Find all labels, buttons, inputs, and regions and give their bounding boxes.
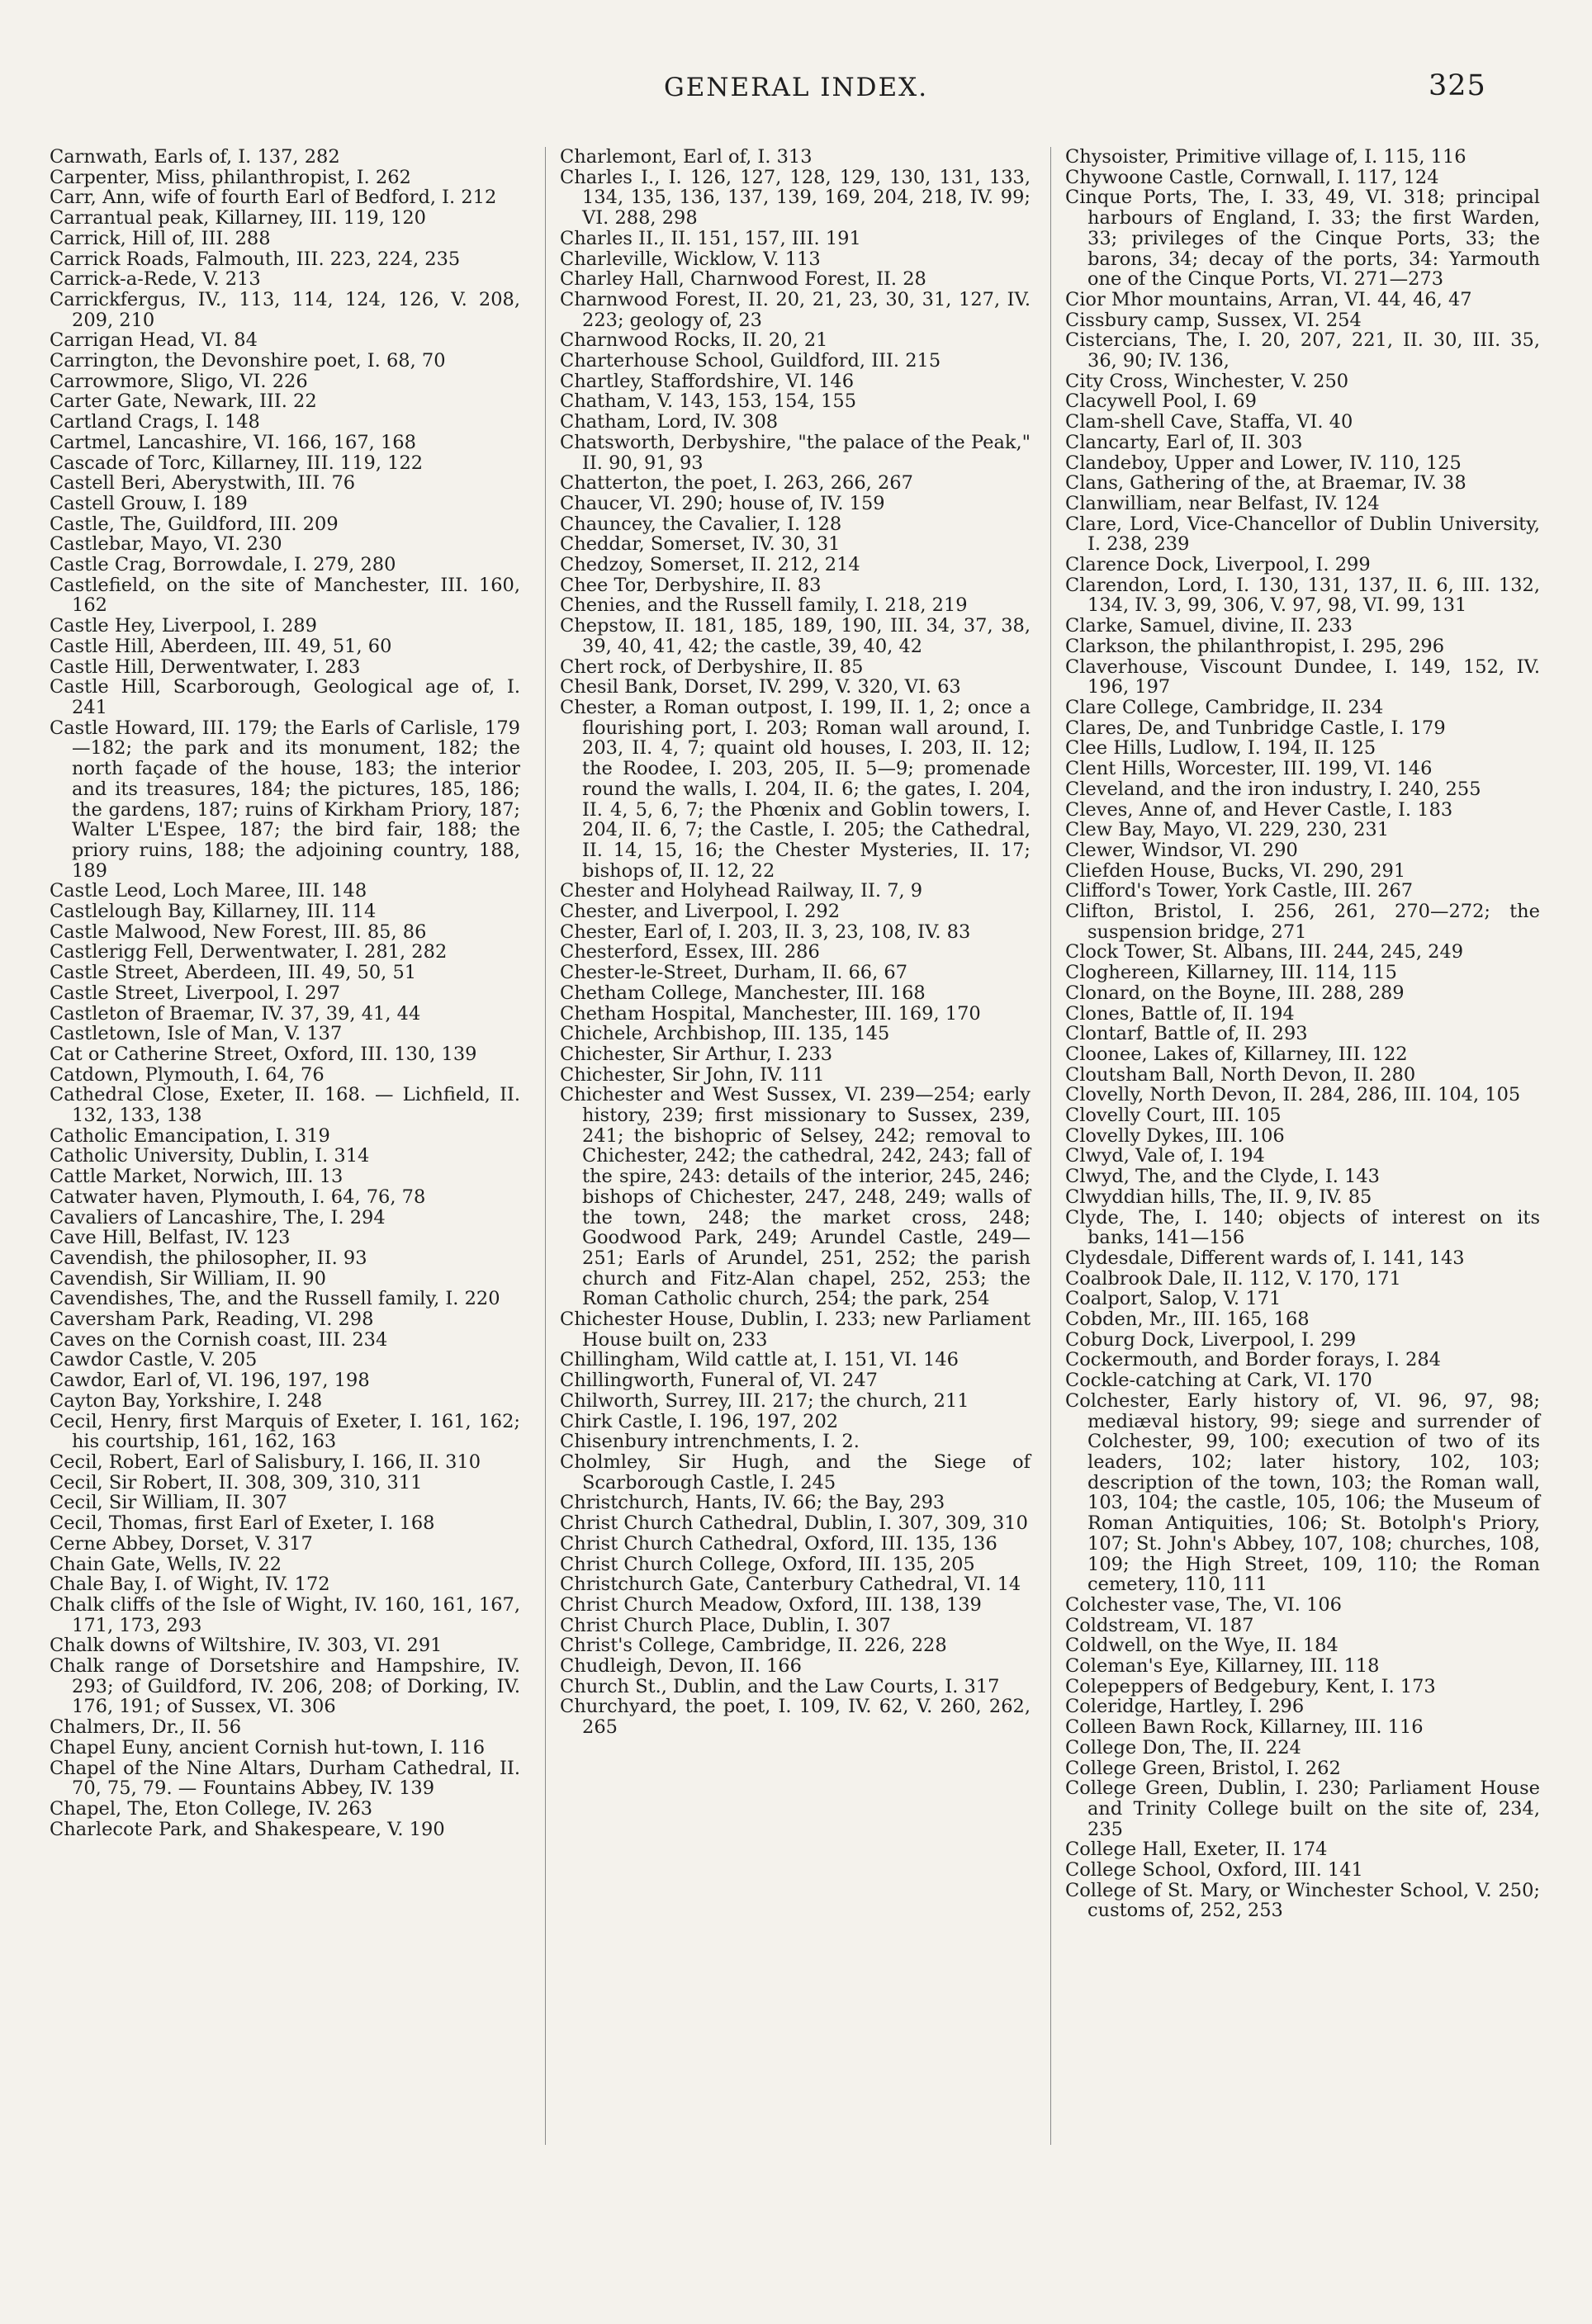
- index-entry: Charnwood Rocks, II. 20, 21: [560, 329, 828, 352]
- index-entry: Cavendish, Sir William, II. 90: [50, 1267, 326, 1290]
- index-entry: Carpenter, Miss, philanthropist, I. 262: [50, 166, 411, 188]
- index-entry: Carrington, the Devonshire poet, I. 68, 70: [50, 350, 446, 372]
- index-entry: Clarke, Samuel, divine, II. 233: [1065, 615, 1353, 637]
- index-entry: Christ Church Cathedral, Dublin, I. 307, 309, 310: [560, 1512, 1028, 1535]
- index-entry: Chee Tor, Derbyshire, II. 83: [560, 574, 822, 596]
- index-entry: Christ Church Place, Dublin, I. 307: [560, 1614, 891, 1636]
- index-entry: College Hall, Exeter, II. 174: [1065, 1839, 1328, 1861]
- index-entry: Colchester, Early history of, VI. 96, 97, 98; mediæval history, 99; siege and surrender of Colchester, 99, 100; execution of two of its leaders, 102; later history, 102, 103; description of the town, 103; the Roman wall, 103, 104; the castle, 105, 106; the Museum of Roman Antiquities, 106; St. Botolph's Priory, 107; St. John's Abbey, 107, 108; churches, 108, 109; the High Street, 109, 110; the Roman cemetery, 110, 111: [1065, 1389, 1540, 1596]
- index-entry: Coleman's Eye, Killarney, III. 118: [1065, 1655, 1380, 1678]
- index-entry: Clew Bay, Mayo, VI. 229, 230, 231: [1065, 819, 1390, 841]
- index-entry: Chester, a Roman outpost, I. 199, II. 1, 2; once a flourishing port, I. 203; Roman wall around, I. 203, II. 4, 7; quaint old houses, I. 203, II. 12; the Roodee, I. 203, 205, II. 5—9; promenade round the walls, I. 204, II. 6; the gates, I. 204, II. 4, 5, 6, 7; the Phœnix and Goblin towers, I. 204, II. 6, 7; the Castle, I. 205; the Cathedral, II. 14, 15, 16; the Chester Mysteries, II. 17; bishops of, II. 12, 22: [560, 696, 1031, 882]
- index-entry: Chudleigh, Devon, II. 166: [560, 1655, 802, 1678]
- index-entry: Chester-le-Street, Durham, II. 66, 67: [560, 962, 908, 984]
- index-entry: Claverhouse, Viscount Dundee, I. 149, 152, IV. 196, 197: [1065, 656, 1540, 698]
- index-entry: Clwyddian hills, The, II. 9, IV. 85: [1065, 1186, 1372, 1208]
- index-entry: Chywoone Castle, Cornwall, I. 117, 124: [1065, 166, 1439, 188]
- index-entry: Cockle-catching at Cark, VI. 170: [1065, 1370, 1372, 1392]
- index-entry: Castle Hill, Scarborough, Geological age of, I. 241: [50, 676, 520, 718]
- index-entry: Chirk Castle, I. 196, 197, 202: [560, 1410, 839, 1432]
- index-entry: Chetham Hospital, Manchester, III. 169, 170: [560, 1002, 981, 1025]
- index-entry: Charles II., II. 151, 157, III. 191: [560, 227, 861, 249]
- index-entry: Chapel, The, Eton College, IV. 263: [50, 1797, 373, 1820]
- index-entry: College Don, The, II. 224: [1065, 1736, 1301, 1758]
- index-entry: Clares, De, and Tunbridge Castle, I. 179: [1065, 717, 1446, 739]
- index-entry: Chalk range of Dorsetshire and Hampshire, IV. 293; of Guildford, IV. 206, 208; of Dorking, IV. 176, 191; of Sussex, VI. 306: [50, 1655, 520, 1718]
- index-entry: Christ's College, Cambridge, II. 226, 228: [560, 1635, 947, 1657]
- index-entry: Cobden, Mr., III. 165, 168: [1065, 1309, 1310, 1331]
- index-entry: Chalmers, Dr., II. 56: [50, 1716, 242, 1739]
- index-entry: Cloonee, Lakes of, Killarney, III. 122: [1065, 1043, 1408, 1065]
- index-entry: Chatsworth, Derbyshire, "the palace of the Peak," II. 90, 91, 93: [560, 431, 1031, 474]
- index-entry: Cavaliers of Lancashire, The, I. 294: [50, 1206, 386, 1228]
- index-entry: Chartley, Staffordshire, VI. 146: [560, 370, 855, 392]
- index-entry: Chepstow, II. 181, 185, 189, 190, III. 34, 37, 38, 39, 40, 41, 42; the castle, 39, 40, 42: [560, 615, 1031, 657]
- index-entry: Clovelly, North Devon, II. 284, 286, III. 104, 105: [1065, 1084, 1521, 1106]
- index-entry: Cinque Ports, The, I. 33, 49, VI. 318; principal harbours of England, I. 33; the first Warden, 33; privileges of the Cinque Ports, 33; the barons, 34; decay of the ports, 34: Yarmouth one of the Cinque Ports, VI. 271—273: [1065, 187, 1540, 291]
- index-entry: Clent Hills, Worcester, III. 199, VI. 146: [1065, 758, 1433, 780]
- index-entry: Cavendish, the philosopher, II. 93: [50, 1247, 367, 1269]
- index-entry: Clydesdale, Different wards of, I. 141, 143: [1065, 1247, 1465, 1269]
- column-divider: [1050, 147, 1051, 2145]
- index-entry: Catwater haven, Plymouth, I. 64, 76, 78: [50, 1186, 426, 1208]
- column-divider: [545, 147, 546, 2145]
- index-entry: Christ Church College, Oxford, III. 135, 205: [560, 1553, 975, 1575]
- index-entry: Cat or Catherine Street, Oxford, III. 130, 139: [50, 1043, 477, 1065]
- index-entry: Cistercians, The, I. 20, 207, 221, II. 30, III. 35, 36, 90; IV. 136,: [1065, 329, 1540, 372]
- page-number: 325: [1429, 69, 1486, 102]
- index-entry: Coburg Dock, Liverpool, I. 299: [1065, 1328, 1357, 1351]
- index-entry: Christchurch, Hants, IV. 66; the Bay, 293: [560, 1492, 945, 1514]
- index-entry: Carrick, Hill of, III. 288: [50, 227, 271, 249]
- index-entry: Chert rock, of Derbyshire, II. 85: [560, 656, 864, 678]
- index-entry: Coldstream, VI. 187: [1065, 1614, 1254, 1636]
- index-entry: Carrantual peak, Killarney, III. 119, 120: [50, 207, 426, 230]
- index-entry: Clans, Gathering of the, at Braemar, IV. 38: [1065, 472, 1466, 495]
- index-entry: Clock Tower, St. Albans, III. 244, 245, 249: [1065, 941, 1464, 963]
- index-entry: Chauncey, the Cavalier, I. 128: [560, 513, 842, 535]
- index-entry: Clovelly Court, III. 105: [1065, 1105, 1282, 1127]
- index-entry: Chatterton, the poet, I. 263, 266, 267: [560, 472, 913, 495]
- index-entry: Castlelough Bay, Killarney, III. 114: [50, 901, 377, 923]
- index-entry: Chillingworth, Funeral of, VI. 247: [560, 1370, 878, 1392]
- index-entry: Chale Bay, I. of Wight, IV. 172: [50, 1574, 330, 1596]
- index-entry: Clonard, on the Boyne, III. 288, 289: [1065, 982, 1405, 1004]
- index-entry: Charles I., I. 126, 127, 128, 129, 130, 131, 133, 134, 135, 136, 137, 139, 169, 204, 218, IV. 99; VI. 288, 298: [560, 166, 1031, 230]
- index-entry: Clancarty, Earl of, II. 303: [1065, 431, 1303, 453]
- index-entry: Clyde, The, I. 140; objects of interest on its banks, 141—156: [1065, 1206, 1540, 1249]
- index-entry: Chedzoy, Somerset, II. 212, 214: [560, 554, 860, 576]
- index-entry: Carr, Ann, wife of fourth Earl of Bedford, I. 212: [50, 187, 497, 209]
- index-entry: Chenies, and the Russell family, I. 218, 219: [560, 594, 968, 617]
- index-entry: Chetham College, Manchester, III. 168: [560, 982, 926, 1004]
- index-entry: Cattle Market, Norwich, III. 13: [50, 1166, 344, 1188]
- index-entry: Christchurch Gate, Canterbury Cathedral, VI. 14: [560, 1574, 1021, 1596]
- index-entry: Castle Hill, Derwentwater, I. 283: [50, 656, 361, 678]
- index-entry: Cawdor Castle, V. 205: [50, 1349, 258, 1371]
- index-entry: Charleville, Wicklow, V. 113: [560, 248, 821, 270]
- index-entry: Chichester and West Sussex, VI. 239—254; early history, 239; first missionary to Sussex, 239, 241; the bishopric of Selsey, 242; removal to Chichester, 242; the cathedral, 242, 243; fall of the spire, 243: details of the interior, 245, 246; bishops of Chichester, 247, 248, 249; walls of the town, 248; the market cross, 248; Goodwood Park, 249; Arundel Castle, 249—251; Earls of Arundel, 251, 252; the parish church and Fitz-Alan chapel, 252, 253; the Roman Catholic church, 254; the park, 254: [560, 1084, 1031, 1310]
- index-entry: Chain Gate, Wells, IV. 22: [50, 1553, 282, 1575]
- index-entry: Cecil, Henry, first Marquis of Exeter, I. 161, 162; his courtship, 161, 162, 163: [50, 1410, 520, 1453]
- index-entry: College School, Oxford, III. 141: [1065, 1859, 1363, 1881]
- index-entry: Colepeppers of Bedgebury, Kent, I. 173: [1065, 1675, 1436, 1697]
- index-entry: Carrick-a-Rede, V. 213: [50, 268, 261, 291]
- index-entry: Cayton Bay, Yorkshire, I. 248: [50, 1389, 323, 1412]
- index-entry: College of St. Mary, or Winchester School, V. 250; customs of, 252, 253: [1065, 1879, 1540, 1922]
- index-entry: Chichester, Sir Arthur, I. 233: [560, 1043, 833, 1065]
- index-column-3: [1065, 147, 1540, 1921]
- index-entry: Cleveland, and the iron industry, I. 240, 255: [1065, 778, 1481, 800]
- index-entry: Cave Hill, Belfast, IV. 123: [50, 1227, 291, 1249]
- index-entry: Chysoister, Primitive village of, I. 115, 116: [1065, 146, 1466, 168]
- index-entry: Colleen Bawn Rock, Killarney, III. 116: [1065, 1716, 1424, 1739]
- index-entry: Carter Gate, Newark, III. 22: [50, 390, 317, 413]
- index-entry: Chaucer, VI. 290; house of, IV. 159: [560, 492, 885, 514]
- index-entry: Coldwell, on the Wye, II. 184: [1065, 1635, 1339, 1657]
- index-entry: College Green, Bristol, I. 262: [1065, 1757, 1341, 1779]
- index-entry: Cerne Abbey, Dorset, V. 317: [50, 1532, 313, 1555]
- index-entry: Clewer, Windsor, VI. 290: [1065, 839, 1298, 861]
- index-entry: Chatham, Lord, IV. 308: [560, 411, 779, 433]
- index-entry: Chesil Bank, Dorset, IV. 299, V. 320, VI. 63: [560, 676, 961, 698]
- index-entry: Clee Hills, Ludlow, I. 194, II. 125: [1065, 737, 1376, 760]
- index-entry: Castle, The, Guildford, III. 209: [50, 513, 339, 535]
- index-entry: Clandeboy, Upper and Lower, IV. 110, 125: [1065, 452, 1462, 474]
- index-entry: Coalbrook Dale, II. 112, V. 170, 171: [1065, 1267, 1401, 1290]
- index-entry: Clarendon, Lord, I. 130, 131, 137, II. 6, III. 132, 134, IV. 3, 99, 306, V. 97, 98, VI. 99, 131: [1065, 574, 1540, 617]
- index-entry: Charlecote Park, and Shakespeare, V. 190: [50, 1818, 445, 1840]
- index-entry: Castle Hey, Liverpool, I. 289: [50, 615, 317, 637]
- index-entry: Clones, Battle of, II. 194: [1065, 1002, 1295, 1025]
- index-entry: Castell Beri, Aberystwith, III. 76: [50, 472, 356, 495]
- index-entry: Cissbury camp, Sussex, VI. 254: [1065, 309, 1362, 331]
- index-entry: Charnwood Forest, II. 20, 21, 23, 30, 31, 127, IV. 223; geology of, 23: [560, 288, 1031, 331]
- index-entry: Carrigan Head, VI. 84: [50, 329, 258, 352]
- index-entry: Clam-shell Cave, Staffa, VI. 40: [1065, 411, 1353, 433]
- index-entry: Chester and Holyhead Railway, II. 7, 9: [560, 880, 923, 902]
- index-entry: Cathedral Close, Exeter, II. 168. — Lichfield, II. 132, 133, 138: [50, 1084, 520, 1127]
- index-entry: Christ Church Meadow, Oxford, III. 138, 139: [560, 1593, 982, 1616]
- index-entry: Castle Crag, Borrowdale, I. 279, 280: [50, 554, 396, 576]
- index-entry: Castle Malwood, New Forest, III. 85, 86: [50, 921, 427, 943]
- index-entry: Castle Leod, Loch Maree, III. 148: [50, 880, 367, 902]
- index-entry: Cavendishes, The, and the Russell family, I. 220: [50, 1288, 500, 1310]
- running-title: GENERAL INDEX.: [663, 73, 929, 102]
- index-entry: Coleridge, Hartley, I. 296: [1065, 1696, 1305, 1718]
- index-entry: Cloghereen, Killarney, III. 114, 115: [1065, 962, 1397, 984]
- index-entry: Clifton, Bristol, I. 256, 261, 270—272; the suspension bridge, 271: [1065, 901, 1540, 943]
- index-entry: Chichele, Archbishop, III. 135, 145: [560, 1023, 890, 1045]
- index-entry: Coalport, Salop, V. 171: [1065, 1288, 1282, 1310]
- index-entry: Cecil, Robert, Earl of Salisbury, I. 166, II. 310: [50, 1451, 481, 1473]
- index-entry: Castletown, Isle of Man, V. 137: [50, 1023, 343, 1045]
- index-entry: Catdown, Plymouth, I. 64, 76: [50, 1063, 325, 1086]
- index-entry: Cecil, Sir William, II. 307: [50, 1492, 287, 1514]
- index-entry: Chilworth, Surrey, III. 217; the church, 211: [560, 1389, 969, 1412]
- index-entry: Chapel Euny, ancient Cornish hut-town, I. 116: [50, 1736, 486, 1758]
- index-entry: Cawdor, Earl of, VI. 196, 197, 198: [50, 1370, 370, 1392]
- index-entry: Castle Street, Liverpool, I. 297: [50, 982, 341, 1004]
- index-entry: Clwyd, Vale of, I. 194: [1065, 1145, 1265, 1167]
- index-column-2: [560, 147, 1031, 1738]
- index-entry: Churchyard, the poet, I. 109, IV. 62, V. 260, 262, 265: [560, 1696, 1031, 1739]
- index-entry: Chesterford, Essex, III. 286: [560, 941, 820, 963]
- index-entry: City Cross, Winchester, V. 250: [1065, 370, 1349, 392]
- index-entry: College Green, Dublin, I. 230; Parliament House and Trinity College built on the site of, 234, 235: [1065, 1777, 1540, 1840]
- index-entry: Cleves, Anne of, and Hever Castle, I. 183: [1065, 798, 1453, 821]
- index-entry: Colchester vase, The, VI. 106: [1065, 1593, 1342, 1616]
- index-entry: Carnwath, Earls of, I. 137, 282: [50, 146, 340, 168]
- index-entry: Cheddar, Somerset, IV. 30, 31: [560, 533, 841, 556]
- index-entry: Caversham Park, Reading, VI. 298: [50, 1309, 374, 1331]
- index-entry: Cascade of Torc, Killarney, III. 119, 122: [50, 452, 424, 474]
- index-entry: Cecil, Thomas, first Earl of Exeter, I. 168: [50, 1512, 435, 1535]
- index-entry: Chillingham, Wild cattle at, I. 151, VI. 146: [560, 1349, 959, 1371]
- index-entry: Charterhouse School, Guildford, III. 215: [560, 350, 941, 372]
- index-entry: Castle Howard, III. 179; the Earls of Carlisle, 179—182; the park and its monument, 182; the north façade of the house, 183; the interior and its treasures, 184; the pictures, 185, 186; the gardens, 187; ruins of Kirkham Priory, 187; Walter L'Espee, 187; the bird fair, 188; the priory ruins, 188; the adjoining country, 188, 189: [50, 717, 520, 882]
- index-entry: Clarkson, the philanthropist, I. 295, 296: [1065, 635, 1445, 657]
- index-entry: Chalk cliffs of the Isle of Wight, IV. 160, 161, 167, 171, 173, 293: [50, 1593, 520, 1636]
- index-entry: Chisenbury intrenchments, I. 2.: [560, 1431, 860, 1453]
- index-entry: Castlerigg Fell, Derwentwater, I. 281, 282: [50, 941, 448, 963]
- index-entry: Chapel of the Nine Altars, Durham Cathedral, II. 70, 75, 79. — Fountains Abbey, IV. 139: [50, 1757, 520, 1800]
- index-entry: Castle Hill, Aberdeen, III. 49, 51, 60: [50, 635, 392, 657]
- index-entry: Castleton of Braemar, IV. 37, 39, 41, 44: [50, 1002, 421, 1025]
- index-entry: Clacywell Pool, I. 69: [1065, 390, 1257, 413]
- index-entry: Clarence Dock, Liverpool, I. 299: [1065, 554, 1371, 576]
- index-entry: Carrickfergus, IV., 113, 114, 124, 126, V. 208, 209, 210: [50, 288, 520, 331]
- index-entry: Clanwilliam, near Belfast, IV. 124: [1065, 492, 1380, 514]
- index-entry: Clovelly Dykes, III. 106: [1065, 1124, 1285, 1147]
- index-entry: Catholic University, Dublin, I. 314: [50, 1145, 370, 1167]
- index-entry: Castlefield, on the site of Manchester, III. 160, 162: [50, 574, 520, 617]
- index-entry: Christ Church Cathedral, Oxford, III. 135, 136: [560, 1532, 997, 1555]
- index-entry: Chichester, Sir John, IV. 111: [560, 1063, 825, 1086]
- index-entry: Clwyd, The, and the Clyde, I. 143: [1065, 1166, 1380, 1188]
- index-entry: Castle Street, Aberdeen, III. 49, 50, 51: [50, 962, 417, 984]
- index-entry: Cartmel, Lancashire, VI. 166, 167, 168: [50, 431, 416, 453]
- index-entry: Catholic Emancipation, I. 319: [50, 1124, 330, 1147]
- index-entry: Cholmley, Sir Hugh, and the Siege of Scarborough Castle, I. 245: [560, 1451, 1031, 1493]
- index-entry: Clare, Lord, Vice-Chancellor of Dublin University, I. 238, 239: [1065, 513, 1540, 556]
- index-entry: Clifford's Tower, York Castle, III. 267: [1065, 880, 1414, 902]
- index-entry: Church St., Dublin, and the Law Courts, I. 317: [560, 1675, 1000, 1697]
- index-entry: Cior Mhor mountains, Arran, VI. 44, 46, 47: [1065, 288, 1472, 310]
- index-entry: Clare College, Cambridge, II. 234: [1065, 696, 1384, 718]
- index-entry: Cloutsham Ball, North Devon, II. 280: [1065, 1063, 1416, 1086]
- index-entry: Castlebar, Mayo, VI. 230: [50, 533, 282, 556]
- index-entry: Carrowmore, Sligo, VI. 226: [50, 370, 308, 392]
- index-entry: Cecil, Sir Robert, II. 308, 309, 310, 311: [50, 1471, 423, 1493]
- index-entry: Cliefden House, Bucks, VI. 290, 291: [1065, 859, 1406, 882]
- index-entry: Cockermouth, and Border forays, I. 284: [1065, 1349, 1441, 1371]
- index-entry: Chester, and Liverpool, I. 292: [560, 901, 841, 923]
- index-entry: Cartland Crags, I. 148: [50, 411, 260, 433]
- index-entry: Chester, Earl of, I. 203, II. 3, 23, 108, IV. 83: [560, 921, 971, 943]
- index-entry: Clontarf, Battle of, II. 293: [1065, 1023, 1308, 1045]
- index-entry: Caves on the Cornish coast, III. 234: [50, 1328, 388, 1351]
- index-entry: Chichester House, Dublin, I. 233; new Parliament House built on, 233: [560, 1309, 1031, 1351]
- index-column-1: [50, 147, 520, 1839]
- index-entry: Carrick Roads, Falmouth, III. 223, 224, 235: [50, 248, 461, 270]
- index-entry: Charley Hall, Charnwood Forest, II. 28: [560, 268, 926, 291]
- index-entry: Charlemont, Earl of, I. 313: [560, 146, 813, 168]
- index-entry: Chalk downs of Wiltshire, IV. 303, VI. 291: [50, 1635, 443, 1657]
- index-entry: Castell Grouw, I. 189: [50, 492, 248, 514]
- index-entry: Chatham, V. 143, 153, 154, 155: [560, 390, 857, 413]
